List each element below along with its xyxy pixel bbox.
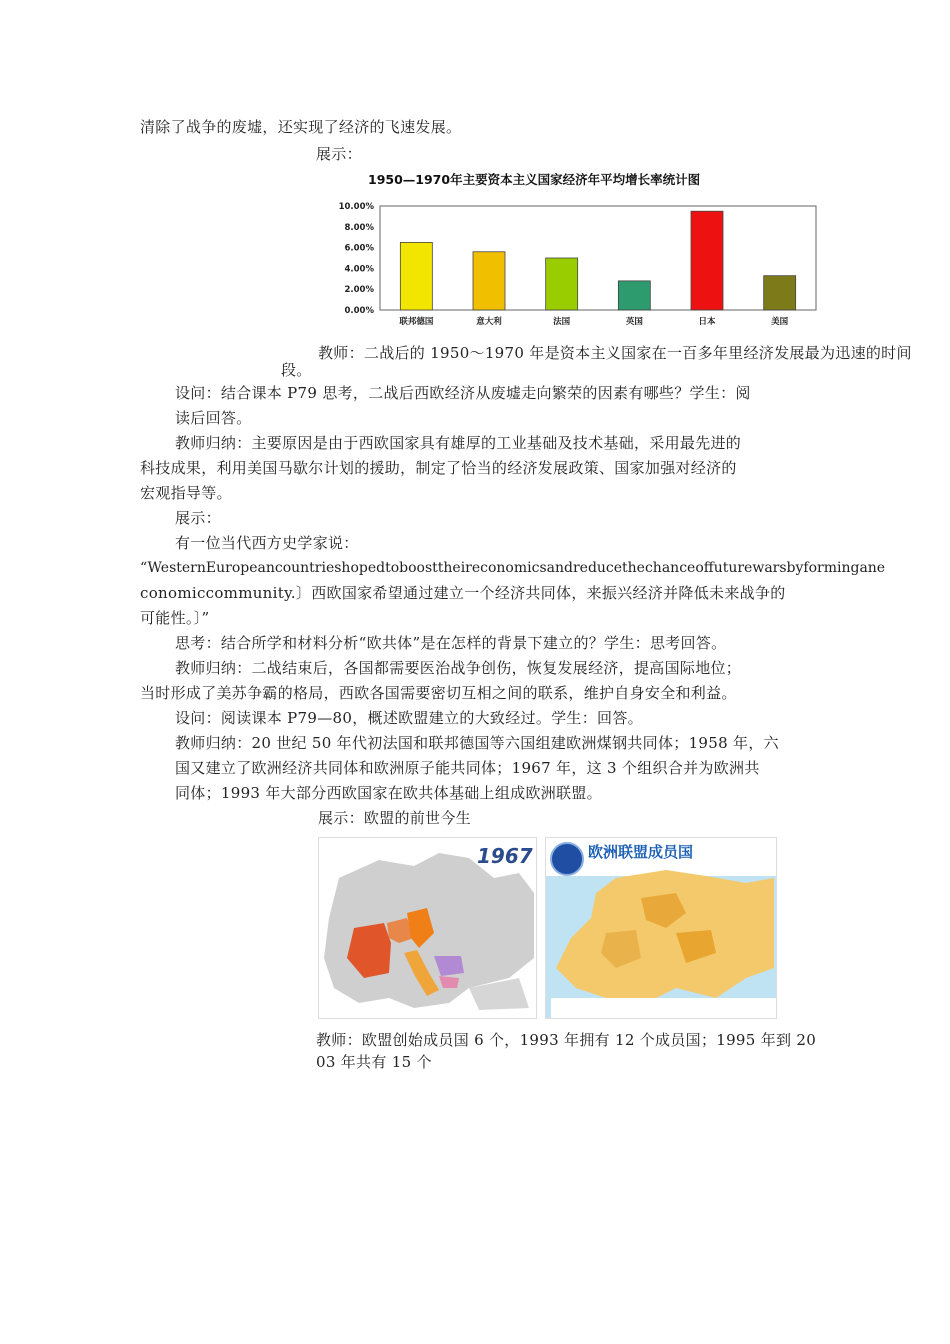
text-line: 展示： (316, 145, 362, 163)
text-line: 设问：阅读课本 P79—80，概述欧盟建立的大致经过。学生：回答。 (175, 709, 643, 727)
x-tick-label: 英国 (625, 317, 643, 327)
text-line: 当时形成了美苏争霸的格局，西欧各国需要密切互相之间的联系，维护自身安全和利益。 (140, 684, 737, 702)
text-line: “WesternEuropeancountrieshopedtoboosttheireconomicsandreducethechanceoffuturewarsbyformingane (140, 560, 886, 576)
text-line: 教师：欧盟创始成员国 6 个，1993 年拥有 12 个成员国；1995 年到 20 (316, 1031, 817, 1049)
europe-1967-map (318, 837, 537, 1019)
text-line: 教师归纳：主要原因是由于西欧国家具有雄厚的工业基础及技术基础，采用最先进的 (175, 434, 742, 452)
x-tick-label: 美国 (771, 317, 789, 327)
text-line: 可能性。〕” (140, 609, 210, 627)
text-line: 展示：欧盟的前世今生 (318, 809, 472, 827)
map-title: 欧洲联盟成员国 (588, 843, 694, 861)
bar (400, 242, 432, 310)
text-line: 教师归纳：二战结束后，各国都需要医治战争创伤，恢复发展经济，提高国际地位； (175, 659, 742, 677)
plot-frame (380, 206, 816, 310)
text-line: 清除了战争的废墟，还实现了经济的飞速发展。 (140, 118, 462, 136)
bar (546, 258, 578, 310)
map-year-label: 1967 (477, 844, 533, 868)
text-line: 宏观指导等。 (140, 484, 232, 502)
y-tick-label: 4.00% (344, 264, 374, 275)
text-line: 教师归纳：20 世纪 50 年代初法国和联邦德国等六国组建欧洲煤钢共同体；1958 年，六 (175, 734, 779, 752)
bar (473, 252, 505, 310)
x-tick-label: 意大利 (476, 317, 502, 327)
text-line: 同体；1993 年大部分西欧国家在欧共体基础上组成欧洲联盟。 (175, 784, 602, 802)
text-line: conomiccommunity.〕西欧国家希望通过建立一个经济共同体，来振兴经济并降低未来战争的 (140, 584, 786, 602)
text-line: 有一位当代西方史学家说： (175, 534, 359, 552)
y-tick-label: 10.00% (338, 202, 374, 212)
text-line: 设问：结合课本 P79 思考，二战后西欧经济从废墟走向繁荣的因素有哪些？学生：阅 (175, 384, 751, 402)
text-line: 03 年共有 15 个 (316, 1053, 432, 1071)
y-tick-label: 2.00% (344, 285, 374, 296)
x-tick-label: 联邦德国 (399, 317, 434, 327)
text-line: 段。 (281, 361, 312, 379)
eu-flag-icon (550, 842, 584, 876)
growth-bar-chart (318, 168, 833, 333)
chart-canvas (318, 168, 833, 333)
y-tick-label: 0.00% (344, 306, 374, 316)
text-line: 教师：二战后的 1950～1970 年是资本主义国家在一百多年里经济发展最为迅速的时间 (318, 344, 912, 362)
bar (618, 281, 650, 310)
chart-title: 1950—1970年主要资本主义国家经济年平均增长率统计图 (368, 172, 701, 187)
y-tick-label: 8.00% (344, 222, 374, 233)
text-line: 展示： (175, 509, 221, 527)
text-line: 读后回答。 (175, 409, 252, 427)
x-tick-label: 日本 (698, 317, 716, 327)
bar (691, 211, 723, 310)
y-tick-label: 6.00% (344, 243, 374, 254)
text-line: 国又建立了欧洲经济共同体和欧洲原子能共同体；1967 年，这 3 个组织合并为欧洲共 (175, 759, 760, 777)
text-line: 科技成果，利用美国马歇尔计划的援助，制定了恰当的经济发展政策、国家加强对经济的 (140, 459, 737, 477)
text-line: 思考：结合所学和材料分析“欧共体”是在怎样的背景下建立的？学生：思考回答。 (175, 634, 727, 652)
x-tick-label: 法国 (553, 317, 571, 327)
eu-members-map (545, 837, 777, 1019)
bar (764, 276, 796, 310)
